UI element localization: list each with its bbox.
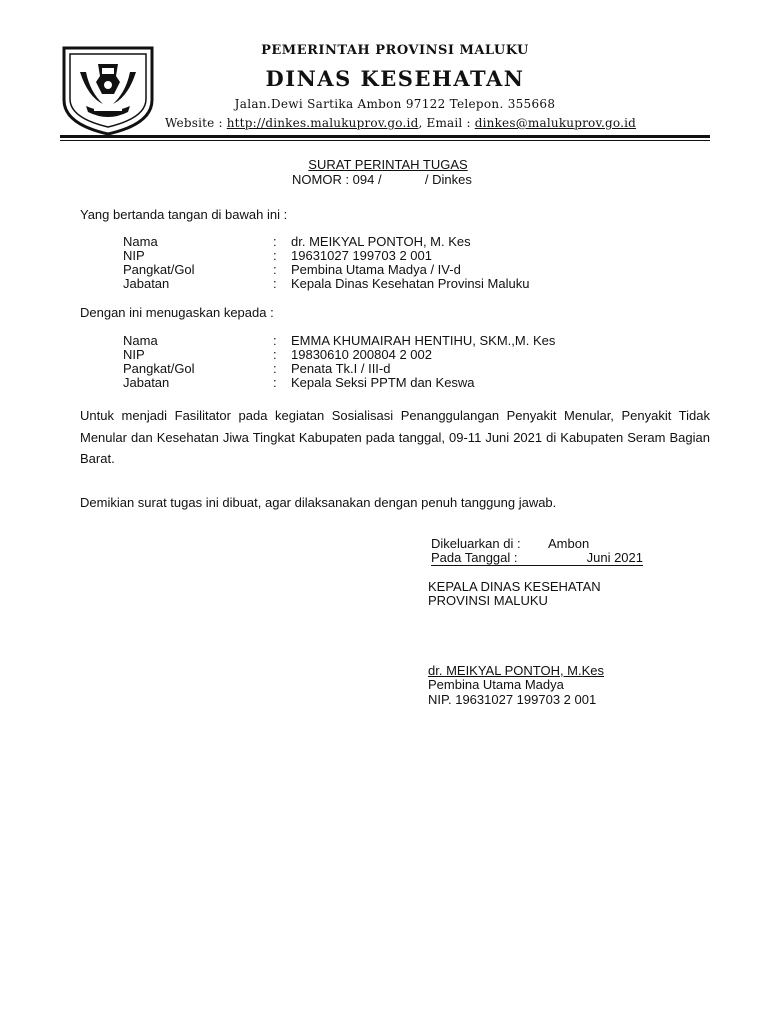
field-value: Penata Tk.I / III-d xyxy=(291,361,391,376)
field-label: Jabatan xyxy=(123,276,170,291)
issued-date-label: Pada Tanggal : xyxy=(431,550,518,565)
contact-line xyxy=(165,116,636,130)
letterhead-divider-thin xyxy=(60,140,710,141)
field-value: dr. MEIKYAL PONTOH, M. Kes xyxy=(291,234,471,249)
issued-place: Ambon xyxy=(548,536,590,551)
issued-date: Juni 2021 xyxy=(586,550,643,565)
letter-title: SURAT PERINTAH TUGAS xyxy=(308,157,468,172)
website-link[interactable]: http://dinkes.malukuprov.go.id xyxy=(226,116,419,130)
field-value: Kepala Seksi PPTM dan Keswa xyxy=(291,375,475,390)
field-value: EMMA KHUMAIRAH HENTIHU, SKM.,M. Kes xyxy=(291,333,556,348)
field-separator: : xyxy=(273,276,277,291)
field-separator: : xyxy=(273,347,277,362)
provincial-crest-icon xyxy=(58,42,158,138)
field-label: NIP xyxy=(123,347,145,362)
signer-name: dr. MEIKYAL PONTOH, M.Kes xyxy=(428,663,605,678)
letterhead-divider-thick xyxy=(60,135,710,138)
field-label: Pangkat/Gol xyxy=(123,361,195,376)
signer-nip: NIP. 19631027 199703 2 001 xyxy=(428,692,597,707)
email-label: , Email : xyxy=(418,116,475,130)
signer-rank: Pembina Utama Madya xyxy=(428,677,564,692)
field-separator: : xyxy=(273,375,277,390)
field-value: 19830610 200804 2 002 xyxy=(291,347,432,362)
field-separator: : xyxy=(273,234,277,249)
assignee-intro: Dengan ini menugaskan kepada : xyxy=(80,305,274,320)
signer-intro: Yang bertanda tangan di bawah ini : xyxy=(80,207,288,222)
field-label: Nama xyxy=(123,234,158,249)
issued-date-line xyxy=(431,550,643,566)
email-link[interactable]: dinkes@malukuprov.go.id xyxy=(474,116,637,130)
issued-place-label: Dikeluarkan di : xyxy=(431,536,521,551)
department-name: DINAS KESEHATAN xyxy=(265,66,525,91)
letter-number: NOMOR : 094 / / Dinkes xyxy=(292,172,472,187)
field-label: Nama xyxy=(123,333,158,348)
field-label: Pangkat/Gol xyxy=(123,262,195,277)
field-value: Kepala Dinas Kesehatan Provinsi Maluku xyxy=(291,276,530,291)
field-separator: : xyxy=(273,262,277,277)
field-separator: : xyxy=(273,248,277,263)
department-address: Jalan.Dewi Sartika Ambon 97122 Telepon. 355668 xyxy=(234,97,556,111)
field-value: Pembina Utama Madya / IV-d xyxy=(291,262,461,277)
field-label: NIP xyxy=(123,248,145,263)
field-separator: : xyxy=(273,361,277,376)
field-label: Jabatan xyxy=(123,375,170,390)
field-separator: : xyxy=(273,333,277,348)
field-value: 19631027 199703 2 001 xyxy=(291,248,432,263)
closing-statement: Demikian surat tugas ini dibuat, agar dilaksanakan dengan penuh tanggung jawab. xyxy=(80,495,557,510)
website-label: Website : xyxy=(165,116,227,130)
task-paragraph: Untuk menjadi Fasilitator pada kegiatan Sosialisasi Penanggulangan Penyakit Menular, Penyakit Tidak Menular dan Kesehatan Jiwa Tingkat Kabupaten pada tanggal, 09-11 Juni 2021 di Kabupaten Seram Bagian Barat. xyxy=(80,408,710,466)
signer-position-line2: PROVINSI MALUKU xyxy=(428,593,548,608)
government-name: PEMERINTAH PROVINSI MALUKU xyxy=(261,43,529,58)
signer-position-line1: KEPALA DINAS KESEHATAN xyxy=(428,579,601,594)
